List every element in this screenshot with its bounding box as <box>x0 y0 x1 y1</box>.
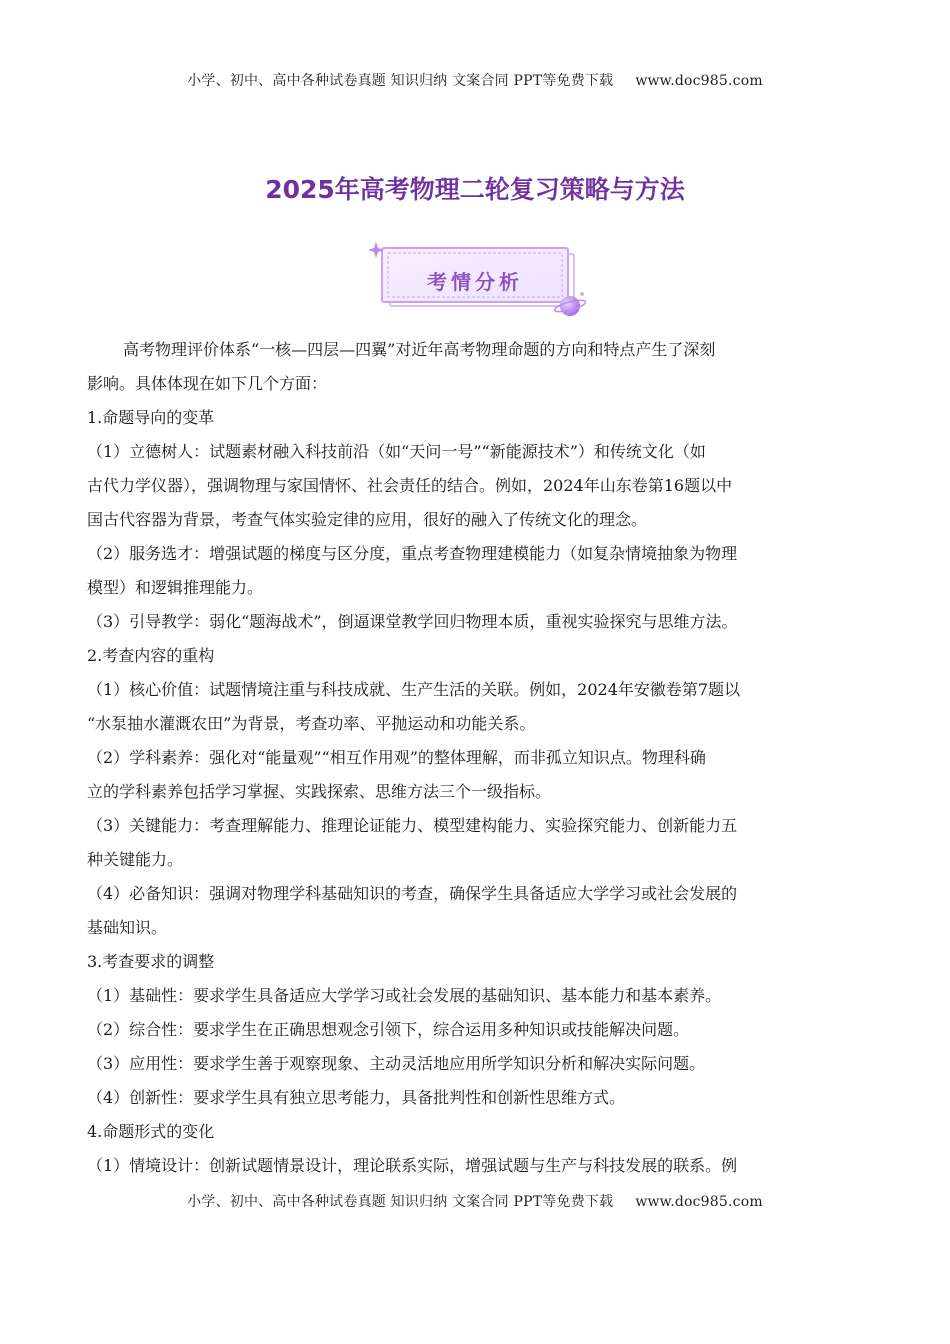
paragraph-line: （2）服务选才：增强试题的梯度与区分度，重点考查物理建模能力（如复杂情境抽象为物理 <box>87 544 738 563</box>
footer-url[interactable]: www.doc985.com <box>635 1194 763 1210</box>
planet-icon <box>560 296 580 316</box>
body-text <box>87 333 865 1183</box>
paragraph-line: （3）关键能力：考查理解能力、推理论证能力、模型建构能力、实验探究能力、创新能力五 <box>87 816 738 835</box>
paragraph-line: （4）创新性：要求学生具有独立思考能力，具备批判性和创新性思维方式。 <box>87 1088 626 1107</box>
paragraph-line: （3）引导教学：弱化“题海战术”，倒逼课堂教学回归物理本质，重视实验探究与思维方法。 <box>87 612 738 631</box>
section-heading: 1.命题导向的变革 <box>87 408 215 427</box>
paragraph-line: 模型）和逻辑推理能力。 <box>87 578 264 597</box>
paragraph-line: 高考物理评价体系“一核—四层—四翼”对近年高考物理命题的方向和特点产生了深刻 <box>123 340 716 359</box>
section-badge-label: 考情分析 <box>427 270 523 294</box>
paragraph-line: （1）核心价值：试题情境注重与科技成就、生产生活的关联。例如，2024年安徽卷第7题以 <box>87 680 741 699</box>
page-header <box>0 70 950 90</box>
paragraph-line: “水泵抽水灌溉农田”为背景，考查功率、平抛运动和功能关系。 <box>87 714 536 733</box>
paragraph-line: 影响。具体体现在如下几个方面： <box>87 374 328 393</box>
section-heading: 3.考查要求的调整 <box>87 952 215 971</box>
paragraph-line: （1）基础性：要求学生具备适应大学学习或社会发展的基础知识、基本能力和基本素养。 <box>87 986 722 1005</box>
section-heading: 2.考查内容的重构 <box>87 646 215 665</box>
page-footer <box>0 1191 950 1211</box>
paragraph-line: 国古代容器为背景，考查气体实验定律的应用，很好的融入了传统文化的理念。 <box>87 510 648 529</box>
paragraph-line: 立的学科素养包括学习掌握、实践探索、思维方法三个一级指标。 <box>87 782 552 801</box>
paragraph-line: （1）情境设计：创新试题情景设计，理论联系实际，增强试题与生产与科技发展的联系。例 <box>87 1156 738 1175</box>
paragraph-line: （2）学科素养：强化对“能量观”“相互作用观”的整体理解，而非孤立知识点。物理科确 <box>87 748 706 767</box>
paragraph-line: 种关键能力。 <box>87 850 184 869</box>
header-text: 小学、初中、高中各种试卷真题 知识归纳 文案合同 PPT等免费下载 <box>187 73 614 89</box>
paragraph-line: 古代力学仪器），强调物理与家国情怀、社会责任的结合。例如，2024年山东卷第16题以中 <box>87 476 733 495</box>
paragraph-line: （4）必备知识：强调对物理学科基础知识的考查，确保学生具备适应大学学习或社会发展的 <box>87 884 738 903</box>
section-heading: 4.命题形式的变化 <box>87 1122 215 1141</box>
footer-text: 小学、初中、高中各种试卷真题 知识归纳 文案合同 PPT等免费下载 <box>187 1194 614 1210</box>
paragraph-line: （2）综合性：要求学生在正确思想观念引领下，综合运用多种知识或技能解决问题。 <box>87 1020 690 1039</box>
header-url[interactable]: www.doc985.com <box>635 73 763 89</box>
paragraph-line: （3）应用性：要求学生善于观察现象、主动灵活地应用所学知识分析和解决实际问题。 <box>87 1054 706 1073</box>
document-title: 2025年高考物理二轮复习策略与方法 <box>265 175 685 204</box>
paragraph-line: （1）立德树人：试题素材融入科技前沿（如“天问一号”“新能源技术”）和传统文化（如 <box>87 442 706 461</box>
paragraph-line: 基础知识。 <box>87 918 168 937</box>
